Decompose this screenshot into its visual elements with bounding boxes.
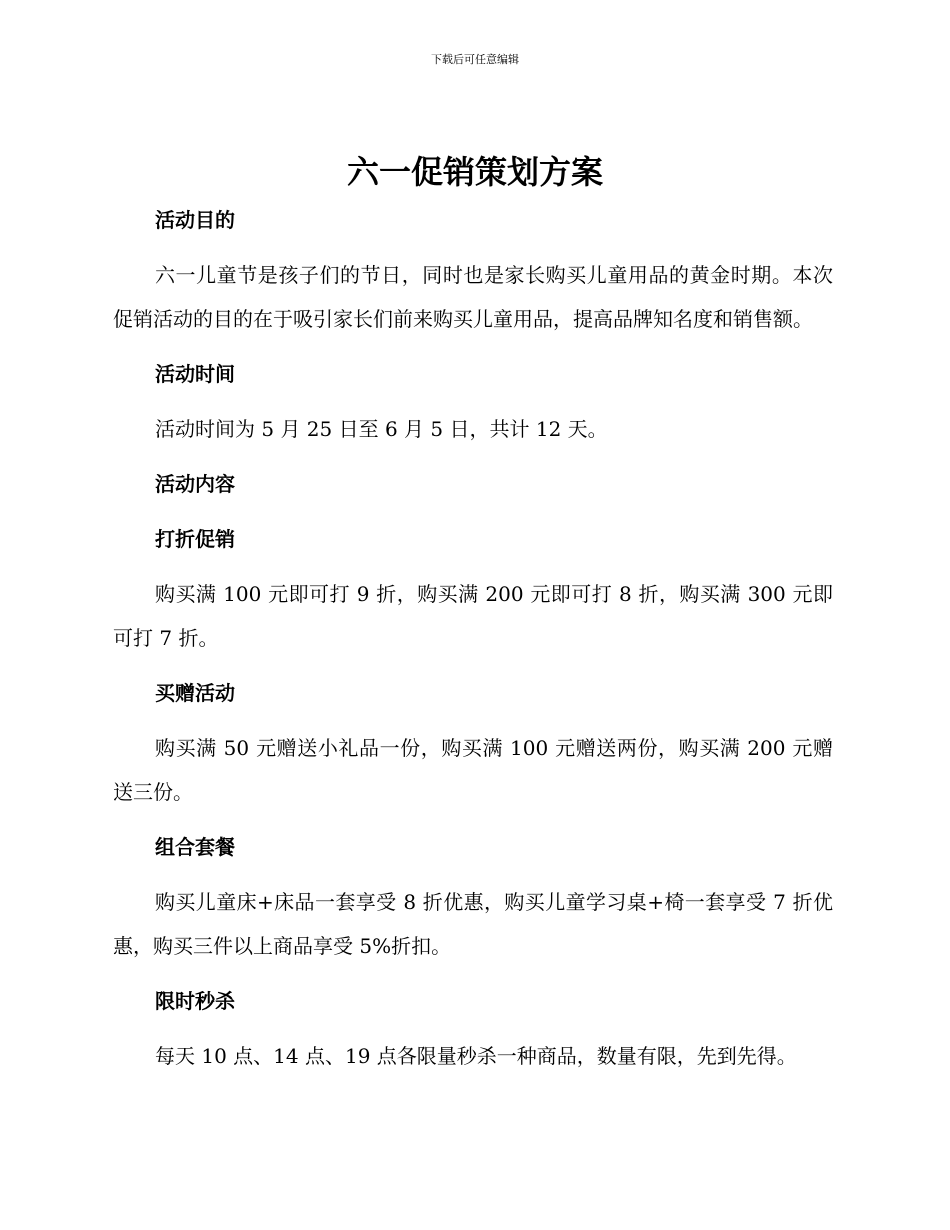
- section-heading-time: 活动时间: [155, 362, 235, 386]
- section-heading-bundle: 组合套餐: [155, 835, 235, 859]
- section-heading-discount: 打折促销: [155, 527, 235, 551]
- section-body-gift: 购买满 50 元赠送小礼品一份，购买满 100 元赠送两份，购买满 200 元赠送三份。: [113, 736, 833, 804]
- section-heading-content: 活动内容: [155, 472, 235, 496]
- section-body-discount: 购买满 100 元即可打 9 折，购买满 200 元即可打 8 折，购买满 300 元即可打 7 折。: [113, 582, 833, 650]
- section-body-flash-sale: 每天 10 点、14 点、19 点各限量秒杀一种商品，数量有限，先到先得。: [155, 1044, 797, 1068]
- section-heading-flash-sale: 限时秒杀: [155, 989, 235, 1013]
- section-body-purpose: 六一儿童节是孩子们的节日，同时也是家长购买儿童用品的黄金时期。本次促销活动的目的在于吸引家长们前来购买儿童用品，提高品牌知名度和销售额。: [113, 263, 833, 331]
- section-body-bundle: 购买儿童床+床品一套享受 8 折优惠，购买儿童学习桌+椅一套享受 7 折优惠，购买三件以上商品享受 5%折扣。: [113, 890, 833, 958]
- section-heading-gift: 买赠活动: [155, 681, 235, 705]
- section-heading-purpose: 活动目的: [155, 208, 235, 232]
- page-header: 下载后可任意编辑: [431, 53, 519, 66]
- document-title: 六一促销策划方案: [346, 153, 603, 191]
- document-body: [113, 198, 833, 1089]
- section-body-time: 活动时间为 5 月 25 日至 6 月 5 日，共计 12 天。: [155, 417, 608, 441]
